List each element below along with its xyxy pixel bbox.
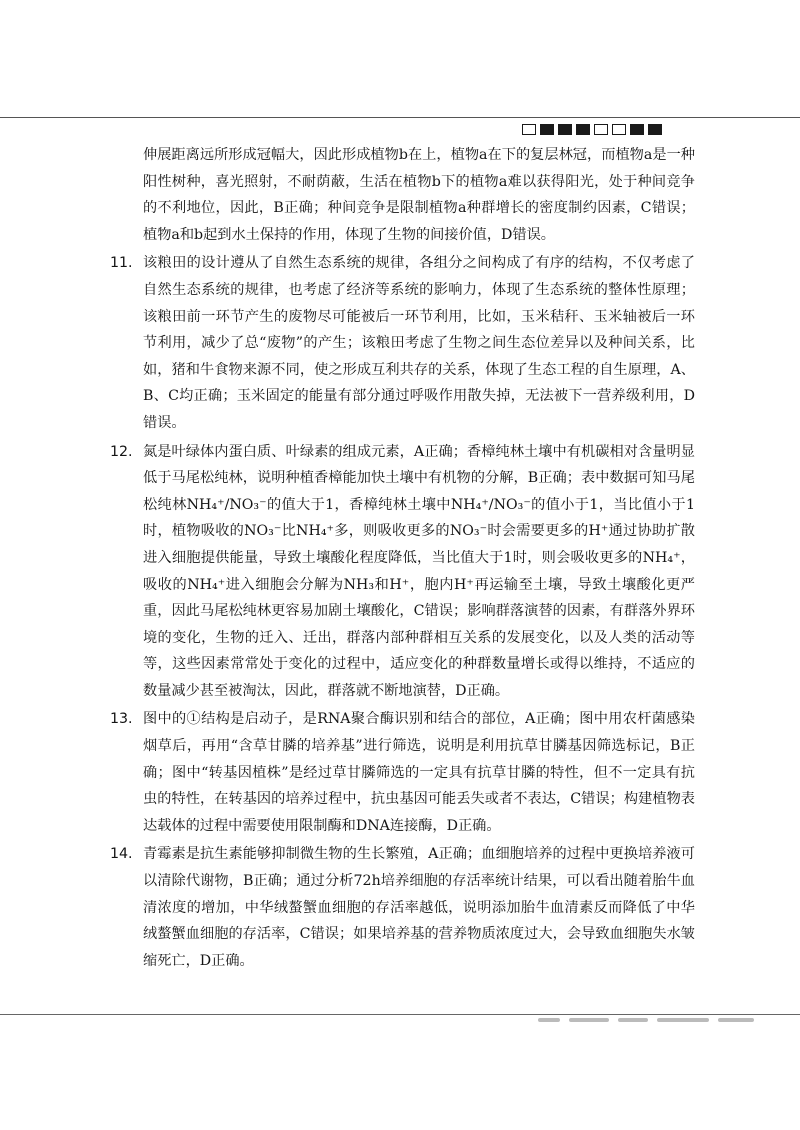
top-rule [0, 117, 800, 118]
answer-paragraph-12 [110, 439, 695, 705]
marker-square-empty [594, 124, 608, 135]
answer-paragraph-13 [110, 706, 695, 839]
question-number: 13. [110, 711, 133, 728]
scan-smudge [538, 1018, 560, 1022]
marker-square-filled [576, 124, 590, 135]
answer-explanations [110, 142, 695, 976]
scan-smudge [618, 1018, 648, 1022]
marker-square-filled [630, 124, 644, 135]
question-number: 12. [110, 443, 133, 460]
scan-smudge [657, 1018, 709, 1022]
marker-square-empty [612, 124, 626, 135]
marker-square-filled [540, 124, 554, 135]
paragraph-text: 该粮田的设计遵从了自然生态系统的规律，各组分之间构成了有序的结构，不仅考虑了自然生态系统的规律，也考虑了经济等系统的影响力，体现了生态系统的整体性原理；该粮田前一环节产生的废物尽可能被后一环节利用，比如，玉米秸秆、玉米轴被后一环节利用，减少了总“废物”的产生；该粮田考虑了生物之间生态位差异以及种间关系，比如，猪和牛食物来源不同，使之形成互利共存的关系，体现了生态工程的自生原理，A、B、C均正确；玉米固定的能量有部分通过呼吸作用散失掉，无法被下一营养级利用，D错误。 [143, 255, 695, 431]
marker-square-filled [558, 124, 572, 135]
bottom-scan-artifact [538, 1018, 768, 1024]
paragraph-text: 图中的①结构是启动子，是RNA聚合酶识别和结合的部位，A正确；图中用农杆菌感染烟草后，再用“含草甘膦的培养基”进行筛选，说明是利用抗草甘膦基因筛选标记，B正确；图中“转基因植株”是经过草甘膦筛选的一定具有抗草甘膦的特性，但不一定具有抗虫的特性，在转基因的培养过程中，抗虫基因可能丢失或者不表达，C错误；构建植物表达载体的过程中需要使用限制酶和DNA连接酶，D正确。 [143, 711, 695, 834]
bottom-rule [0, 1014, 800, 1015]
marker-square-filled [648, 124, 662, 135]
scan-smudge [569, 1018, 609, 1022]
paragraph-text: 氮是叶绿体内蛋白质、叶绿素的组成元素，A正确；香樟纯林土壤中有机碳相对含量明显低于马尾松纯林，说明种植香樟能加快土壤中有机物的分解，B正确；表中数据可知马尾松纯林NH₄⁺/NO₃⁻的值大于1，香樟纯林土壤中NH₄⁺/NO₃⁻的值小于1，当比值小于1时，植物吸收的NO₃⁻比NH₄⁺多，则吸收更多的NO₃⁻时会需要更多的H⁺通过协助扩散进入细胞提供能量，导致土壤酸化程度降低，当比值大于1时，则会吸收更多的NH₄⁺，吸收的NH₄⁺进入细胞会分解为NH₃和H⁺，胞内H⁺再运输至土壤，导致土壤酸化更严重，因此马尾松纯林更容易加剧土壤酸化，C错误；影响群落演替的因素，有群落外界环境的变化，生物的迁入、迁出，群落内部种群相互关系的发展变化，以及人类的活动等等，这些因素常常处于变化的过程中，适应变化的种群数量增长或得以维持，不适应的数量减少甚至被淘汰，因此，群落就不断地演替，D正确。 [143, 443, 695, 699]
scan-smudge [718, 1018, 754, 1022]
answer-paragraph-14 [110, 841, 695, 974]
marker-square-empty [522, 124, 536, 135]
paragraph-text: 伸展距离远所形成冠幅大，因此形成植物b在上，植物a在下的复层林冠，而植物a是一种阳性树种，喜光照射，不耐荫蔽，生活在植物b下的植物a难以获得阳光，处于种间竞争的不利地位，因此，B正确；种间竞争是限制植物a种群增长的密度制约因素，C错误；植物a和b起到水土保持的作用，体现了生物的间接价值，D错误。 [143, 147, 695, 243]
answer-paragraph-11 [110, 250, 695, 436]
paragraph-text: 青霉素是抗生素能够抑制微生物的生长繁殖，A正确；血细胞培养的过程中更换培养液可以清除代谢物，B正确；通过分析72h培养细胞的存活率统计结果，可以看出随着胎牛血清浓度的增加，中华绒螯蟹血细胞的存活率越低，说明添加胎牛血清素反而降低了中华绒螯蟹血细胞的存活率，C错误；如果培养基的营养物质浓度过大，会导致血细胞失水皱缩死亡，D正确。 [143, 846, 695, 969]
answer-paragraph-10-continued [110, 142, 695, 248]
question-number: 14. [110, 846, 133, 863]
question-number: 11. [110, 255, 133, 272]
page-marker-squares [522, 124, 662, 135]
